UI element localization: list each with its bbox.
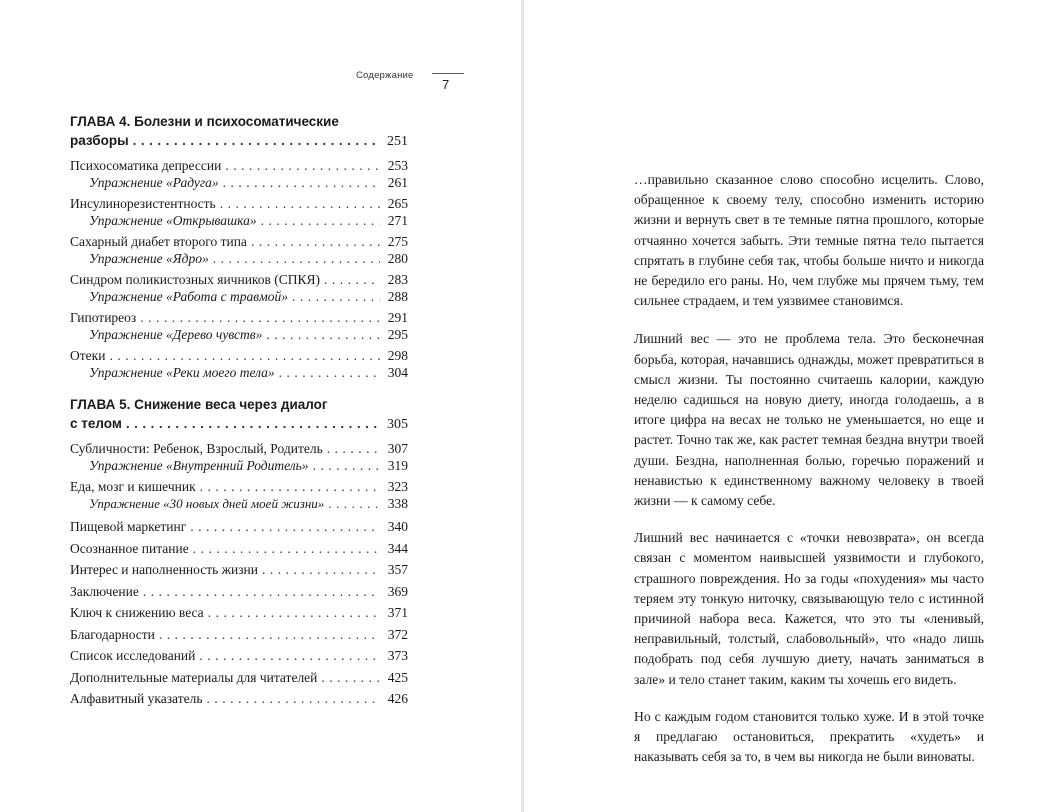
toc-entry-page: 323: [387, 479, 408, 494]
toc-subentry-page: 295: [387, 327, 408, 342]
toc-entry-label: Субличности: Ребенок, Взрослый, Родитель: [70, 441, 323, 456]
toc-entry-label: Дополнительные материалы для читателей: [70, 669, 318, 685]
leader-dots: [200, 478, 380, 495]
toc-subentry-page: 288: [387, 289, 408, 304]
toc-subentry[interactable]: [70, 212, 408, 229]
toc-entry-page: 265: [387, 196, 408, 211]
leader-dots: [126, 414, 380, 433]
toc-entry-label: Ключ к снижению веса: [70, 605, 204, 620]
leader-dots: [199, 645, 380, 667]
toc-entry[interactable]: [70, 478, 408, 495]
leader-dots: [251, 233, 380, 250]
toc-subentry[interactable]: [70, 457, 408, 474]
toc-subentry[interactable]: [70, 326, 408, 343]
toc-entry-page: 291: [387, 310, 408, 325]
chapter-title-line2: с телом: [70, 416, 122, 431]
toc-entry-label: Отеки: [70, 348, 106, 363]
toc-entry-klyuch[interactable]: [70, 602, 408, 624]
leader-dots: [190, 516, 380, 538]
toc-subentry[interactable]: [70, 495, 408, 512]
toc-entry-label: Интерес и наполненность жизни: [70, 562, 258, 577]
toc-entry-page: 371: [387, 605, 408, 620]
toc-entry-ukazatel[interactable]: [70, 688, 408, 710]
leader-dots: [313, 457, 380, 474]
leader-dots: [109, 347, 380, 364]
toc-entry-page: 425: [387, 669, 408, 685]
toc-entry-blagodarnosti[interactable]: [70, 624, 408, 646]
leader-dots: [208, 602, 380, 624]
toc-entry-osoznannoe-pitanie[interactable]: [70, 538, 408, 560]
toc-subentry-label: Упражнение «Внутренний Родитель»: [89, 458, 309, 473]
toc-entry-page: 373: [387, 648, 408, 663]
leader-dots: [223, 174, 380, 191]
toc-entry-zaklyuchenie[interactable]: [70, 581, 408, 603]
toc-subentry-page: 304: [387, 365, 408, 380]
toc-entry-pishchevoy-marketing[interactable]: [70, 516, 408, 538]
table-of-contents: [70, 112, 408, 710]
toc-entry-label: Сахарный диабет второго типа: [70, 234, 247, 249]
toc-entry[interactable]: [70, 347, 408, 364]
toc-entry-page: 275: [387, 234, 408, 249]
toc-entry[interactable]: [70, 195, 408, 212]
leader-dots: [220, 195, 380, 212]
running-head: Содержание: [356, 70, 414, 81]
leader-dots: [292, 288, 380, 305]
toc-subentry-page: 261: [387, 175, 408, 190]
toc-entry-page: 372: [387, 626, 408, 642]
toc-entry[interactable]: [70, 309, 408, 326]
toc-entry[interactable]: [70, 233, 408, 250]
toc-entry-label: Пищевой маркетинг: [70, 519, 187, 534]
toc-subentry-label: Упражнение «Ядро»: [89, 251, 209, 266]
toc-subentry-page: 280: [387, 251, 408, 266]
toc-entry-label: Еда, мозг и кишечник: [70, 479, 196, 494]
toc-subentry[interactable]: [70, 288, 408, 305]
toc-subentry-label: Упражнение «Работа с травмой»: [89, 289, 288, 304]
chapter-title-line1: ГЛАВА 5. Снижение веса через диалог: [70, 397, 328, 412]
chapter-page-number: 305: [387, 417, 408, 432]
toc-entry-page: 357: [387, 562, 408, 577]
toc-subentry-label: Упражнение «Дерево чувств»: [89, 327, 263, 342]
paragraph: …правильно сказанное слово способно исцелить. Слово, обращенное к своему телу, способно изменить историю жизни и вернуть свет в те темные пятна прошлого, которые отчаянно хочется забыть. Эти темные пятна тело пытается спрятать в глубине себя так, чтобы больше ничто и никогда не бередило его раны. Но, чем глубже мы прячем тьму, тем сильнее страдаем, и тем уязвимее становимся.: [634, 172, 984, 309]
leader-dots: [266, 326, 380, 343]
toc-entry[interactable]: [70, 440, 408, 457]
right-page: [524, 0, 1047, 812]
toc-entry-page: 340: [387, 519, 408, 534]
leader-dots: [328, 495, 380, 512]
toc-entry-label: Психосоматика депрессии: [70, 158, 222, 173]
toc-subentry[interactable]: [70, 364, 408, 381]
toc-entry-label: Осознанное питание: [70, 540, 189, 556]
toc-entry-page: 307: [387, 441, 408, 456]
toc-entry[interactable]: [70, 157, 408, 174]
page-number: 7: [442, 77, 450, 92]
toc-entry-label: Алфавитный указатель: [70, 691, 203, 706]
toc-subentry-label: Упражнение «30 новых дней моей жизни»: [89, 496, 325, 511]
leader-dots: [140, 309, 380, 326]
toc-subentry-page: 319: [387, 458, 408, 473]
leader-dots: [279, 364, 380, 381]
paragraph: Лишний вес начинается с «точки невозврата», он всегда связан с моментом наивысшей уязвимости и глубокого, страшного повреждения. Но за годы «похудения» мы часто теряем эту тонкую ниточку, связывающую тело с истинной причиной набора веса. Кажется, что это ты «ленивый, неправильный, толстый, слабовольный», что «надо лишь подобрать под себя лучшую диету, начать заниматься в зале» и тело станет таким, каким ты хочешь его видеть.: [634, 530, 984, 687]
leader-dots: [321, 667, 380, 689]
toc-subentry-label: Упражнение «Реки моего тела»: [89, 365, 275, 380]
toc-subentry[interactable]: [70, 174, 408, 191]
toc-subentry-label: Упражнение «Радуга»: [89, 175, 219, 190]
toc-chapter[interactable]: [70, 395, 408, 434]
toc-entry-page: 426: [387, 691, 408, 706]
toc-entry-label: Инсулинорезистентность: [70, 196, 216, 211]
leader-dots: [261, 212, 380, 229]
leader-dots: [206, 688, 380, 710]
toc-chapter[interactable]: [70, 112, 408, 151]
paragraph: Лишний вес — это не проблема тела. Это бесконечная борьба, которая, начавшись однажды, может превратиться в смысл жизни. Ты постоянно считаешь калории, каждую неделю садишься на новую диету, иногда голодаешь, а в итоге цифра на весах не только не уменьшается, но еще и растет. Точно так же, как растет темная бездна внутри твоей души. Бездна, наполненная болью, горечью поражений и ненавистью к единственному важному человеку в твоей жизни — к самому себе.: [634, 331, 984, 509]
leader-dots: [327, 440, 380, 457]
toc-entry-label: Синдром поликистозных яичников (СПКЯ): [70, 272, 321, 287]
paragraph: Но с каждым годом становится только хуже. И в этой точке я предлагаю остановиться, прекратить «худеть» и наказывать себя за то, в чем вы никогда не были виноваты.: [634, 708, 984, 765]
left-page: [0, 0, 521, 812]
leader-dots: [133, 131, 380, 150]
chapter-title-line2: разборы: [70, 133, 129, 148]
toc-subentry-page: 338: [387, 496, 408, 511]
folio-rule: [432, 73, 464, 74]
toc-entry-label: Благодарности: [70, 626, 155, 642]
toc-entry-dop-materialy[interactable]: [70, 667, 408, 689]
toc-subentry-page: 271: [387, 213, 408, 228]
toc-entry-label: Заключение: [70, 583, 139, 599]
leader-dots: [262, 559, 380, 581]
chapter-page-number: 251: [387, 134, 408, 149]
toc-entry-page: 283: [387, 272, 408, 287]
leader-dots: [159, 624, 380, 646]
toc-entry-label: Список исследований: [70, 648, 196, 663]
leader-dots: [193, 538, 380, 560]
toc-entry-page: 253: [387, 158, 408, 173]
toc-entry[interactable]: [70, 271, 408, 288]
toc-subentry[interactable]: [70, 250, 408, 267]
leader-dots: [225, 157, 380, 174]
toc-entry-page: 344: [387, 540, 408, 556]
chapter-title-line1: ГЛАВА 4. Болезни и психосоматические: [70, 114, 339, 129]
leader-dots: [213, 250, 380, 267]
toc-entry-page: 298: [387, 348, 408, 363]
toc-entry-spisok[interactable]: [70, 645, 408, 667]
body-text: [634, 170, 984, 784]
toc-subentry-label: Упражнение «Открывашка»: [89, 213, 257, 228]
leader-dots: [324, 271, 380, 288]
toc-entry-page: 369: [387, 583, 408, 599]
toc-entry-label: Гипотиреоз: [70, 310, 137, 325]
toc-entry-interes[interactable]: [70, 559, 408, 581]
leader-dots: [143, 581, 380, 603]
